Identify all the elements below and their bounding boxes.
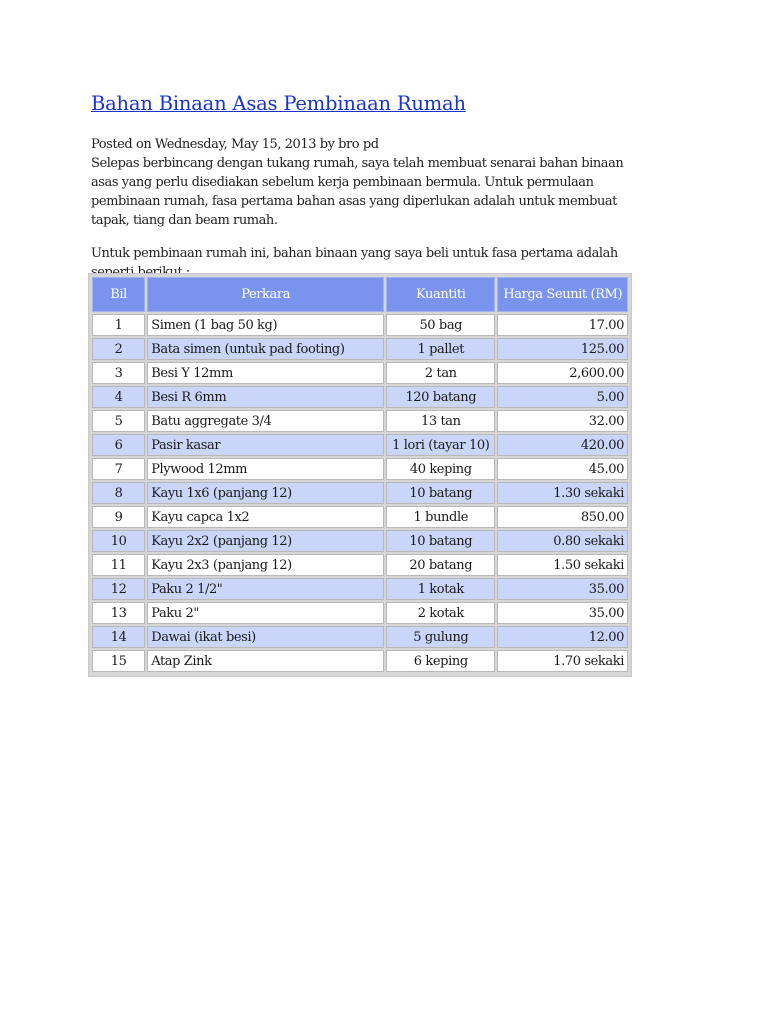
cell-bil: 11 <box>92 554 145 576</box>
cell-harga: 125.00 <box>497 338 628 360</box>
cell-kuantiti: 5 gulung <box>386 626 495 648</box>
table-row <box>92 314 628 336</box>
cell-kuantiti: 13 tan <box>386 410 495 432</box>
cell-perkara: Paku 2 1/2" <box>147 578 384 600</box>
posted-line: Posted on Wednesday, May 15, 2013 by bro pd <box>91 137 379 152</box>
cell-harga: 32.00 <box>497 410 628 432</box>
header-perkara: Perkara <box>147 277 384 312</box>
table-row <box>92 530 628 552</box>
cell-perkara: Besi Y 12mm <box>147 362 384 384</box>
cell-perkara: Plywood 12mm <box>147 458 384 480</box>
cell-harga: 2,600.00 <box>497 362 628 384</box>
cell-harga: 1.70 sekaki <box>497 650 628 672</box>
article <box>91 92 651 282</box>
cell-perkara: Kayu 1x6 (panjang 12) <box>147 482 384 504</box>
cell-kuantiti: 1 bundle <box>386 506 495 528</box>
table-header-row <box>92 277 628 312</box>
cell-perkara: Kayu 2x2 (panjang 12) <box>147 530 384 552</box>
table-row <box>92 650 628 672</box>
cell-harga: 35.00 <box>497 578 628 600</box>
cell-bil: 3 <box>92 362 145 384</box>
cell-perkara: Kayu 2x3 (panjang 12) <box>147 554 384 576</box>
intro-paragraph: Selepas berbincang dengan tukang rumah, saya telah membuat senarai bahan binaan asas yang perlu disediakan sebelum kerja pembinaan bermula. Untuk permulaan pembinaan rumah, fasa pertama bahan asas yang diperlukan adalah untuk membuat tapak, tiang dan beam rumah. <box>91 156 624 228</box>
cell-perkara: Dawai (ikat besi) <box>147 626 384 648</box>
cell-kuantiti: 6 keping <box>386 650 495 672</box>
cell-perkara: Atap Zink <box>147 650 384 672</box>
cell-perkara: Pasir kasar <box>147 434 384 456</box>
materials-table <box>90 275 630 674</box>
cell-harga: 12.00 <box>497 626 628 648</box>
cell-perkara: Kayu capca 1x2 <box>147 506 384 528</box>
cell-kuantiti: 2 tan <box>386 362 495 384</box>
cell-harga: 420.00 <box>497 434 628 456</box>
cell-perkara: Besi R 6mm <box>147 386 384 408</box>
second-paragraph: Untuk pembinaan rumah ini, bahan binaan yang saya beli untuk fasa pertama adalah <box>91 246 618 261</box>
cell-perkara: Bata simen (untuk pad footing) <box>147 338 384 360</box>
cell-kuantiti: 50 bag <box>386 314 495 336</box>
cell-bil: 6 <box>92 434 145 456</box>
header-bil: Bil <box>92 277 145 312</box>
cell-bil: 14 <box>92 626 145 648</box>
cell-harga: 0.80 sekaki <box>497 530 628 552</box>
table-row <box>92 410 628 432</box>
table-row <box>92 434 628 456</box>
table-row <box>92 386 628 408</box>
cell-kuantiti: 2 kotak <box>386 602 495 624</box>
cell-bil: 12 <box>92 578 145 600</box>
table-row <box>92 506 628 528</box>
cell-harga: 5.00 <box>497 386 628 408</box>
cell-bil: 7 <box>92 458 145 480</box>
cell-kuantiti: 120 batang <box>386 386 495 408</box>
cell-kuantiti: 1 pallet <box>386 338 495 360</box>
table-row <box>92 338 628 360</box>
cell-bil: 5 <box>92 410 145 432</box>
cell-harga: 1.50 sekaki <box>497 554 628 576</box>
cell-harga: 1.30 sekaki <box>497 482 628 504</box>
cell-bil: 15 <box>92 650 145 672</box>
cell-kuantiti: 1 lori (tayar 10) <box>386 434 495 456</box>
materials-table-frame <box>88 273 632 677</box>
article-title-link[interactable]: Bahan Binaan Asas Pembinaan Rumah <box>91 92 466 115</box>
header-harga: Harga Seunit (RM) <box>497 277 628 312</box>
cell-perkara: Batu aggregate 3/4 <box>147 410 384 432</box>
header-kuantiti: Kuantiti <box>386 277 495 312</box>
cell-bil: 8 <box>92 482 145 504</box>
cell-kuantiti: 10 batang <box>386 530 495 552</box>
cell-harga: 17.00 <box>497 314 628 336</box>
table-body <box>92 314 628 672</box>
cell-kuantiti: 10 batang <box>386 482 495 504</box>
cell-harga: 45.00 <box>497 458 628 480</box>
cell-perkara: Simen (1 bag 50 kg) <box>147 314 384 336</box>
cell-bil: 2 <box>92 338 145 360</box>
cell-kuantiti: 1 kotak <box>386 578 495 600</box>
cell-harga: 850.00 <box>497 506 628 528</box>
table-row <box>92 482 628 504</box>
cell-bil: 9 <box>92 506 145 528</box>
table-row <box>92 602 628 624</box>
cell-perkara: Paku 2" <box>147 602 384 624</box>
cell-kuantiti: 20 batang <box>386 554 495 576</box>
cell-bil: 4 <box>92 386 145 408</box>
cell-kuantiti: 40 keping <box>386 458 495 480</box>
cell-bil: 10 <box>92 530 145 552</box>
table-row <box>92 554 628 576</box>
cell-harga: 35.00 <box>497 602 628 624</box>
table-row <box>92 362 628 384</box>
cell-bil: 1 <box>92 314 145 336</box>
table-row <box>92 626 628 648</box>
table-row <box>92 458 628 480</box>
table-row <box>92 578 628 600</box>
cell-bil: 13 <box>92 602 145 624</box>
